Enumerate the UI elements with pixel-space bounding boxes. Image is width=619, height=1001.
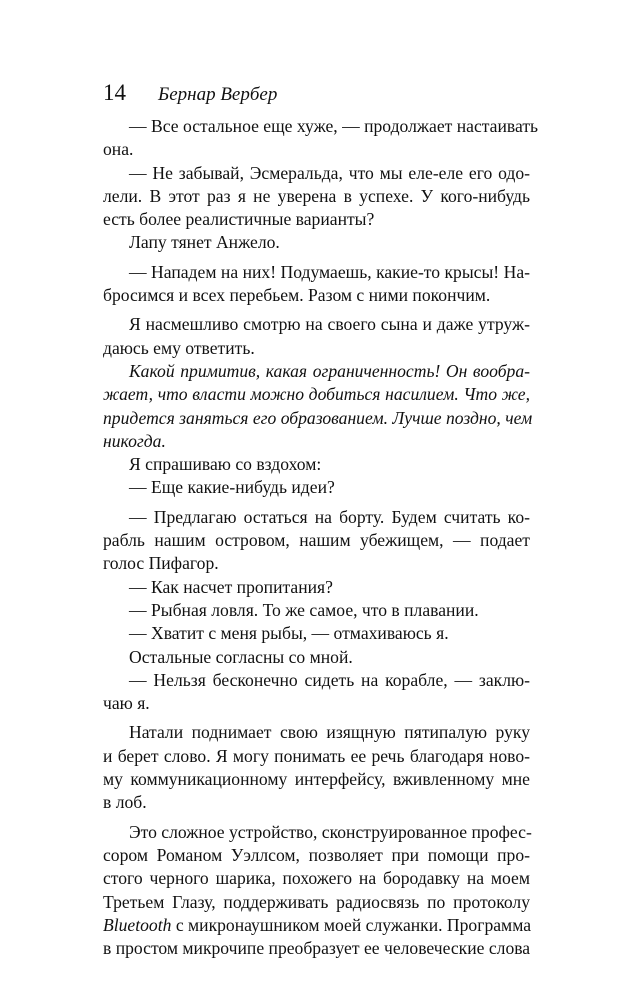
text-line-italic: жает, что власти можно добиться насилием. Что же, (103, 384, 530, 405)
text-line: — Нельзя бесконечно сидеть на корабле, — заклю- (129, 669, 530, 690)
text-line: она. (103, 139, 134, 160)
text-line: — Еще какие-нибудь идеи? (129, 477, 335, 498)
text-line-italic: Какой примитив, какая ограниченность! Он вообра- (129, 360, 530, 381)
text-line: Это сложное устройство, сконструированное профес- (129, 821, 532, 842)
text-line: — Хватит с меня рыбы, — отмахиваюсь я. (129, 623, 449, 644)
text-line: Остальные согласны со мной. (129, 646, 353, 667)
text-line: чаю я. (103, 693, 150, 714)
text-line: — Нападем на них! Подумаешь, какие-то крысы! На- (129, 261, 530, 282)
text-line: даюсь ему ответить. (103, 337, 255, 358)
text-line: — Предлагаю остаться на борту. Будем считать ко- (129, 506, 530, 527)
text-line: Третьем Глазу, поддерживать радиосвязь по протоколу (103, 891, 530, 912)
text-line: — Все остальное еще хуже, — продолжает настаивать (129, 116, 539, 136)
text-line-rest: с микронаушником моей служанки. Программа (171, 914, 532, 935)
text-line: — Как насчет пропитания? (129, 576, 333, 597)
text-line: Я насмешливо смотрю на своего сына и даже утруж- (129, 314, 530, 335)
text-line: в простом микрочипе преобразует ее человеческие слова (103, 938, 531, 959)
text-line: есть более реалистичные варианты? (103, 209, 375, 230)
text-line: бросимся и всех перебьем. Разом с ними покончим. (103, 285, 491, 306)
page-number: 14 (103, 80, 126, 105)
text-line: — Не забывай, Эсмеральда, что мы еле-еле его одо- (129, 162, 530, 183)
text-line: стого черного шарика, похожего на бородавку на моем (103, 868, 530, 889)
page-header (103, 80, 543, 106)
text-line: му коммуникационному интерфейсу, вживленному мне (103, 769, 530, 790)
text-line: рабль нашим островом, нашим убежищем, — подает (103, 530, 530, 551)
text-line: — Рыбная ловля. То же самое, что в плавании. (129, 599, 479, 620)
text-line-italic: никогда. (103, 430, 166, 451)
text-line-italic: придется заняться его образованием. Лучше поздно, чем (103, 407, 533, 428)
body-text (103, 115, 539, 960)
text-line: Натали поднимает свою изящную пятипалую руку (129, 722, 530, 743)
text-line: сором Романом Уэллсом, позволяет при помощи про- (103, 844, 530, 865)
running-head-author: Бернар Вербер (158, 84, 278, 105)
bluetooth-term: Bluetooth (103, 914, 172, 935)
text-line: голос Пифагор. (103, 553, 219, 574)
text-line: Лапу тянет Анжело. (129, 232, 280, 253)
text-line: Я спрашиваю со вздохом: (129, 454, 322, 475)
text-line: и берет слово. Я могу понимать ее речь благодаря ново- (103, 745, 530, 766)
text-line: лели. В этот раз я не уверена в успехе. У кого-нибудь (103, 185, 530, 206)
text-line-mixed (103, 914, 530, 937)
text-line: в лоб. (103, 792, 147, 813)
